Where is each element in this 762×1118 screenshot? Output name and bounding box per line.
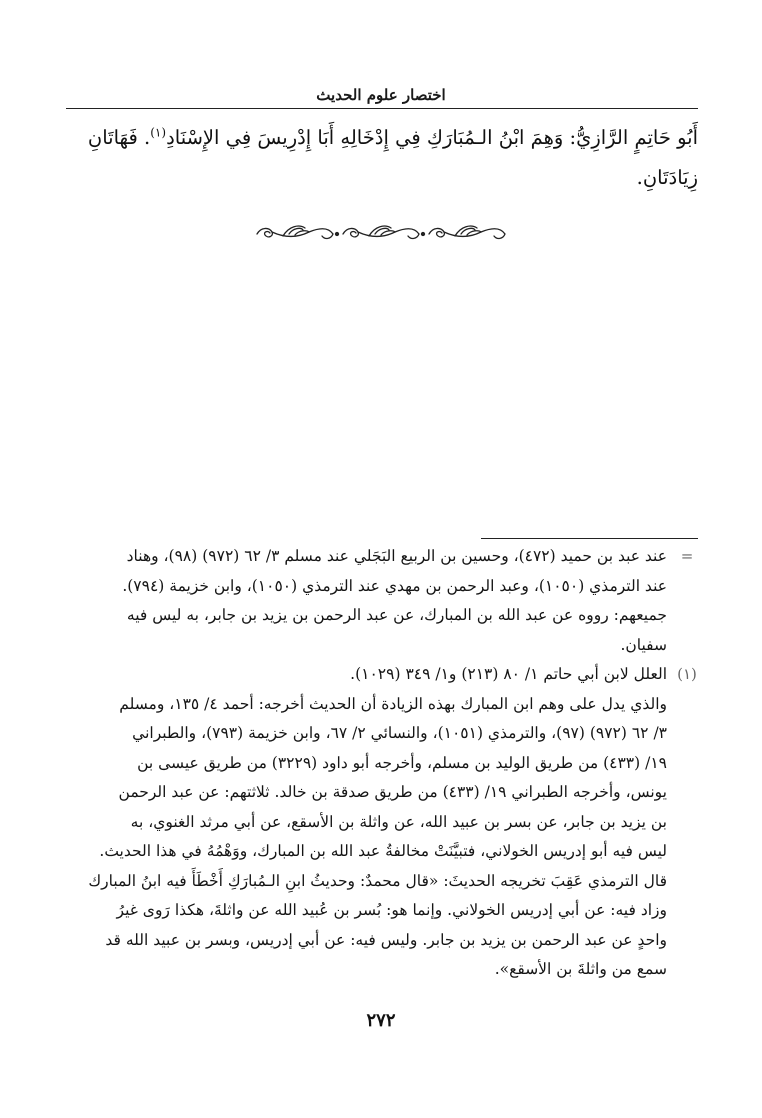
footnote-line: عند الترمذي (١٠٥٠)، وعبد الرحمن بن مهدي عند الترمذي (١٠٥٠)، وابن خزيمة (٧٩٤). xyxy=(122,576,667,595)
ornament-unit xyxy=(343,226,425,238)
section-divider-ornament xyxy=(253,218,509,248)
footnote-continuation xyxy=(66,542,698,660)
footnote-line: ١٩/ (٤٣٣) من طريق الوليد بن مسلم، وأخرجه أبو داود (٣٢٢٩) من طريق عيسى بن xyxy=(137,753,667,772)
footnote-line: ليس فيه أبو إدريس الخولاني، فتبيَّنَتْ مخالفةُ عبد الله بن المبارك، ووَهْمُهُ في هذا الحديث. xyxy=(99,842,667,860)
footnotes xyxy=(66,542,698,985)
footnote-line: سفيان. xyxy=(620,635,667,654)
ornament-unit xyxy=(429,226,505,238)
running-header: اختصار علوم الحديث xyxy=(316,86,446,104)
footnote-number: (١) xyxy=(677,665,697,683)
main-text-line: زِيَادَتَانِ. xyxy=(636,166,698,189)
footnote-line: عند عبد بن حميد (٤٧٢)، وحسين بن الربيع البَجَلي عند مسلم ٣/ ٦٢ (٩٧٢) (٩٨)، وهناد xyxy=(126,547,667,565)
footnote-line: يونس، وأخرجه الطبراني ١٩/ (٤٣٣) من طريق صدقة بن خالد. ثلاثتهم: عن عبد الرحمن xyxy=(118,783,667,801)
main-text-segment: . فَهَاتَانِ xyxy=(87,126,151,149)
footnote-1 xyxy=(66,660,698,985)
footnote-line: واحدٍ عن عبد الرحمن بن يزيد بن جابر. وليس فيه: عن أبي إدريس، وبسر بن عبيد الله قد xyxy=(105,930,667,949)
main-text-segment: أَبُو حَاتِمٍ الرَّازِيُّ: وَهِمَ ابْنُ الـمُبَارَكِ فِي إِدْخَالِهِ أَبَا إِدْرِيسَ فِي الإِسْنَادِ xyxy=(166,126,698,149)
footnote-line: العلل لابن أبي حاتم ١/ ٨٠ (٢١٣) و١/ ٣٤٩ (١٠٢٩). xyxy=(350,665,667,683)
header-rule xyxy=(66,108,698,109)
footnote-line: والذي يدل على وهم ابن المبارك بهذه الزيادة أن الحديث أخرجه: أحمد ٤/ ١٣٥، ومسلم xyxy=(119,694,667,713)
ornament-unit xyxy=(257,226,339,238)
footnote-line: ٣/ ٦٢ (٩٧٢) (٩٧)، والترمذي (١٠٥١)، والنسائي ٢/ ٦٧، وابن خزيمة (٧٩٣)، والطبراني xyxy=(132,724,667,742)
footnote-line: جميعهم: رووه عن عبد الله بن المبارك، عن عبد الرحمن بن يزيد بن جابر، به ليس فيه xyxy=(126,606,667,624)
main-text xyxy=(66,118,698,198)
footnote-line: بن يزيد بن جابر، عن بسر بن عبيد الله، عن واثلة بن الأسقع، عن أبي مرثد الغنوي، به xyxy=(130,812,667,831)
footnote-reference[interactable]: (١) xyxy=(150,125,167,140)
page-number: ٢٧٢ xyxy=(366,1010,396,1031)
footnote-line: قال الترمذي عَقِبَ تخريجه الحديثَ: «قال محمدٌ: وحديثُ ابنِ الـمُبارَكِ أَخْطَأَ فيه ابنُ المبارك xyxy=(88,871,667,890)
footnote-separator xyxy=(481,538,698,539)
main-text-line xyxy=(66,118,698,158)
continuation-marker: = xyxy=(680,547,694,565)
footnote-line: سمع من واثلةَ بن الأسقع». xyxy=(494,960,667,978)
footnote-line: وزاد فيه: عن أبي إدريس الخولاني. وإنما هو: بُسر بن عُبيد الله عن واثلةَ، هكذا رَوى غيرُ xyxy=(116,901,667,919)
